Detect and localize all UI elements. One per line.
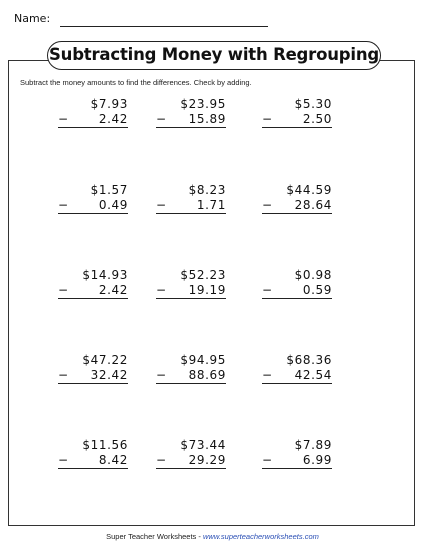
minuend: $11.56 — [82, 438, 128, 452]
problem-2 — [156, 97, 226, 128]
subtrahend: 19.19 — [188, 283, 226, 297]
subtrahend: 42.54 — [294, 368, 332, 382]
minuend: $1.57 — [90, 183, 128, 197]
minuend: $14.93 — [82, 268, 128, 282]
problem-8 — [156, 268, 226, 299]
problem-1 — [58, 97, 128, 128]
problem-9 — [262, 268, 332, 299]
subtrahend: 2.50 — [302, 112, 332, 126]
minuend: $23.95 — [180, 97, 226, 111]
problem-12 — [262, 353, 332, 384]
instructions: Subtract the money amounts to find the differences. Check by adding. — [20, 78, 252, 87]
footer — [0, 532, 425, 541]
subtrahend: 88.69 — [188, 368, 226, 382]
minus-sign: − — [262, 112, 273, 126]
subtrahend-row — [156, 283, 226, 299]
minus-sign: − — [262, 198, 273, 212]
minuend: $68.36 — [286, 353, 332, 367]
subtrahend: 1.71 — [196, 198, 226, 212]
problem-10 — [58, 353, 128, 384]
minus-sign: − — [262, 283, 273, 297]
minus-sign: − — [58, 112, 69, 126]
minus-sign: − — [262, 368, 273, 382]
subtrahend-row — [262, 112, 332, 128]
subtrahend-row — [58, 112, 128, 128]
minuend: $0.98 — [294, 268, 332, 282]
minuend: $7.93 — [90, 97, 128, 111]
subtrahend-row — [262, 198, 332, 214]
minus-sign: − — [156, 112, 167, 126]
footer-text: Super Teacher Worksheets - — [106, 532, 203, 541]
subtrahend: 32.42 — [90, 368, 128, 382]
minus-sign: − — [156, 283, 167, 297]
name-line — [60, 26, 268, 27]
subtrahend: 2.42 — [98, 283, 128, 297]
minuend: $94.95 — [180, 353, 226, 367]
minuend: $5.30 — [294, 97, 332, 111]
minus-sign: − — [58, 368, 69, 382]
minuend: $73.44 — [180, 438, 226, 452]
worksheet-title: Subtracting Money with Regrouping — [47, 41, 381, 70]
subtrahend-row — [58, 283, 128, 299]
minus-sign: − — [156, 198, 167, 212]
problem-6 — [262, 183, 332, 214]
subtrahend-row — [156, 112, 226, 128]
minus-sign: − — [58, 198, 69, 212]
subtrahend: 2.42 — [98, 112, 128, 126]
problem-5 — [156, 183, 226, 214]
subtrahend: 6.99 — [302, 453, 332, 467]
minus-sign: − — [58, 283, 69, 297]
subtrahend: 28.64 — [294, 198, 332, 212]
minus-sign: − — [262, 453, 273, 467]
problem-3 — [262, 97, 332, 128]
subtrahend: 29.29 — [188, 453, 226, 467]
footer-link[interactable]: www.superteacherworksheets.com — [202, 532, 319, 541]
minuend: $52.23 — [180, 268, 226, 282]
subtrahend-row — [58, 453, 128, 469]
problem-14 — [156, 438, 226, 469]
problem-13 — [58, 438, 128, 469]
subtrahend-row — [262, 453, 332, 469]
name-label: Name: — [14, 12, 51, 25]
minuend: $8.23 — [188, 183, 226, 197]
minus-sign: − — [58, 453, 69, 467]
minuend: $47.22 — [82, 353, 128, 367]
minuend: $7.89 — [294, 438, 332, 452]
subtrahend: 0.59 — [302, 283, 332, 297]
subtrahend-row — [262, 368, 332, 384]
subtrahend-row — [58, 198, 128, 214]
subtrahend-row — [156, 198, 226, 214]
problem-4 — [58, 183, 128, 214]
subtrahend-row — [262, 283, 332, 299]
subtrahend-row — [58, 368, 128, 384]
subtrahend: 15.89 — [188, 112, 226, 126]
problem-11 — [156, 353, 226, 384]
minuend: $44.59 — [286, 183, 332, 197]
problem-7 — [58, 268, 128, 299]
subtrahend: 0.49 — [98, 198, 128, 212]
problem-15 — [262, 438, 332, 469]
minus-sign: − — [156, 453, 167, 467]
subtrahend-row — [156, 453, 226, 469]
subtrahend: 8.42 — [98, 453, 128, 467]
subtrahend-row — [156, 368, 226, 384]
minus-sign: − — [156, 368, 167, 382]
